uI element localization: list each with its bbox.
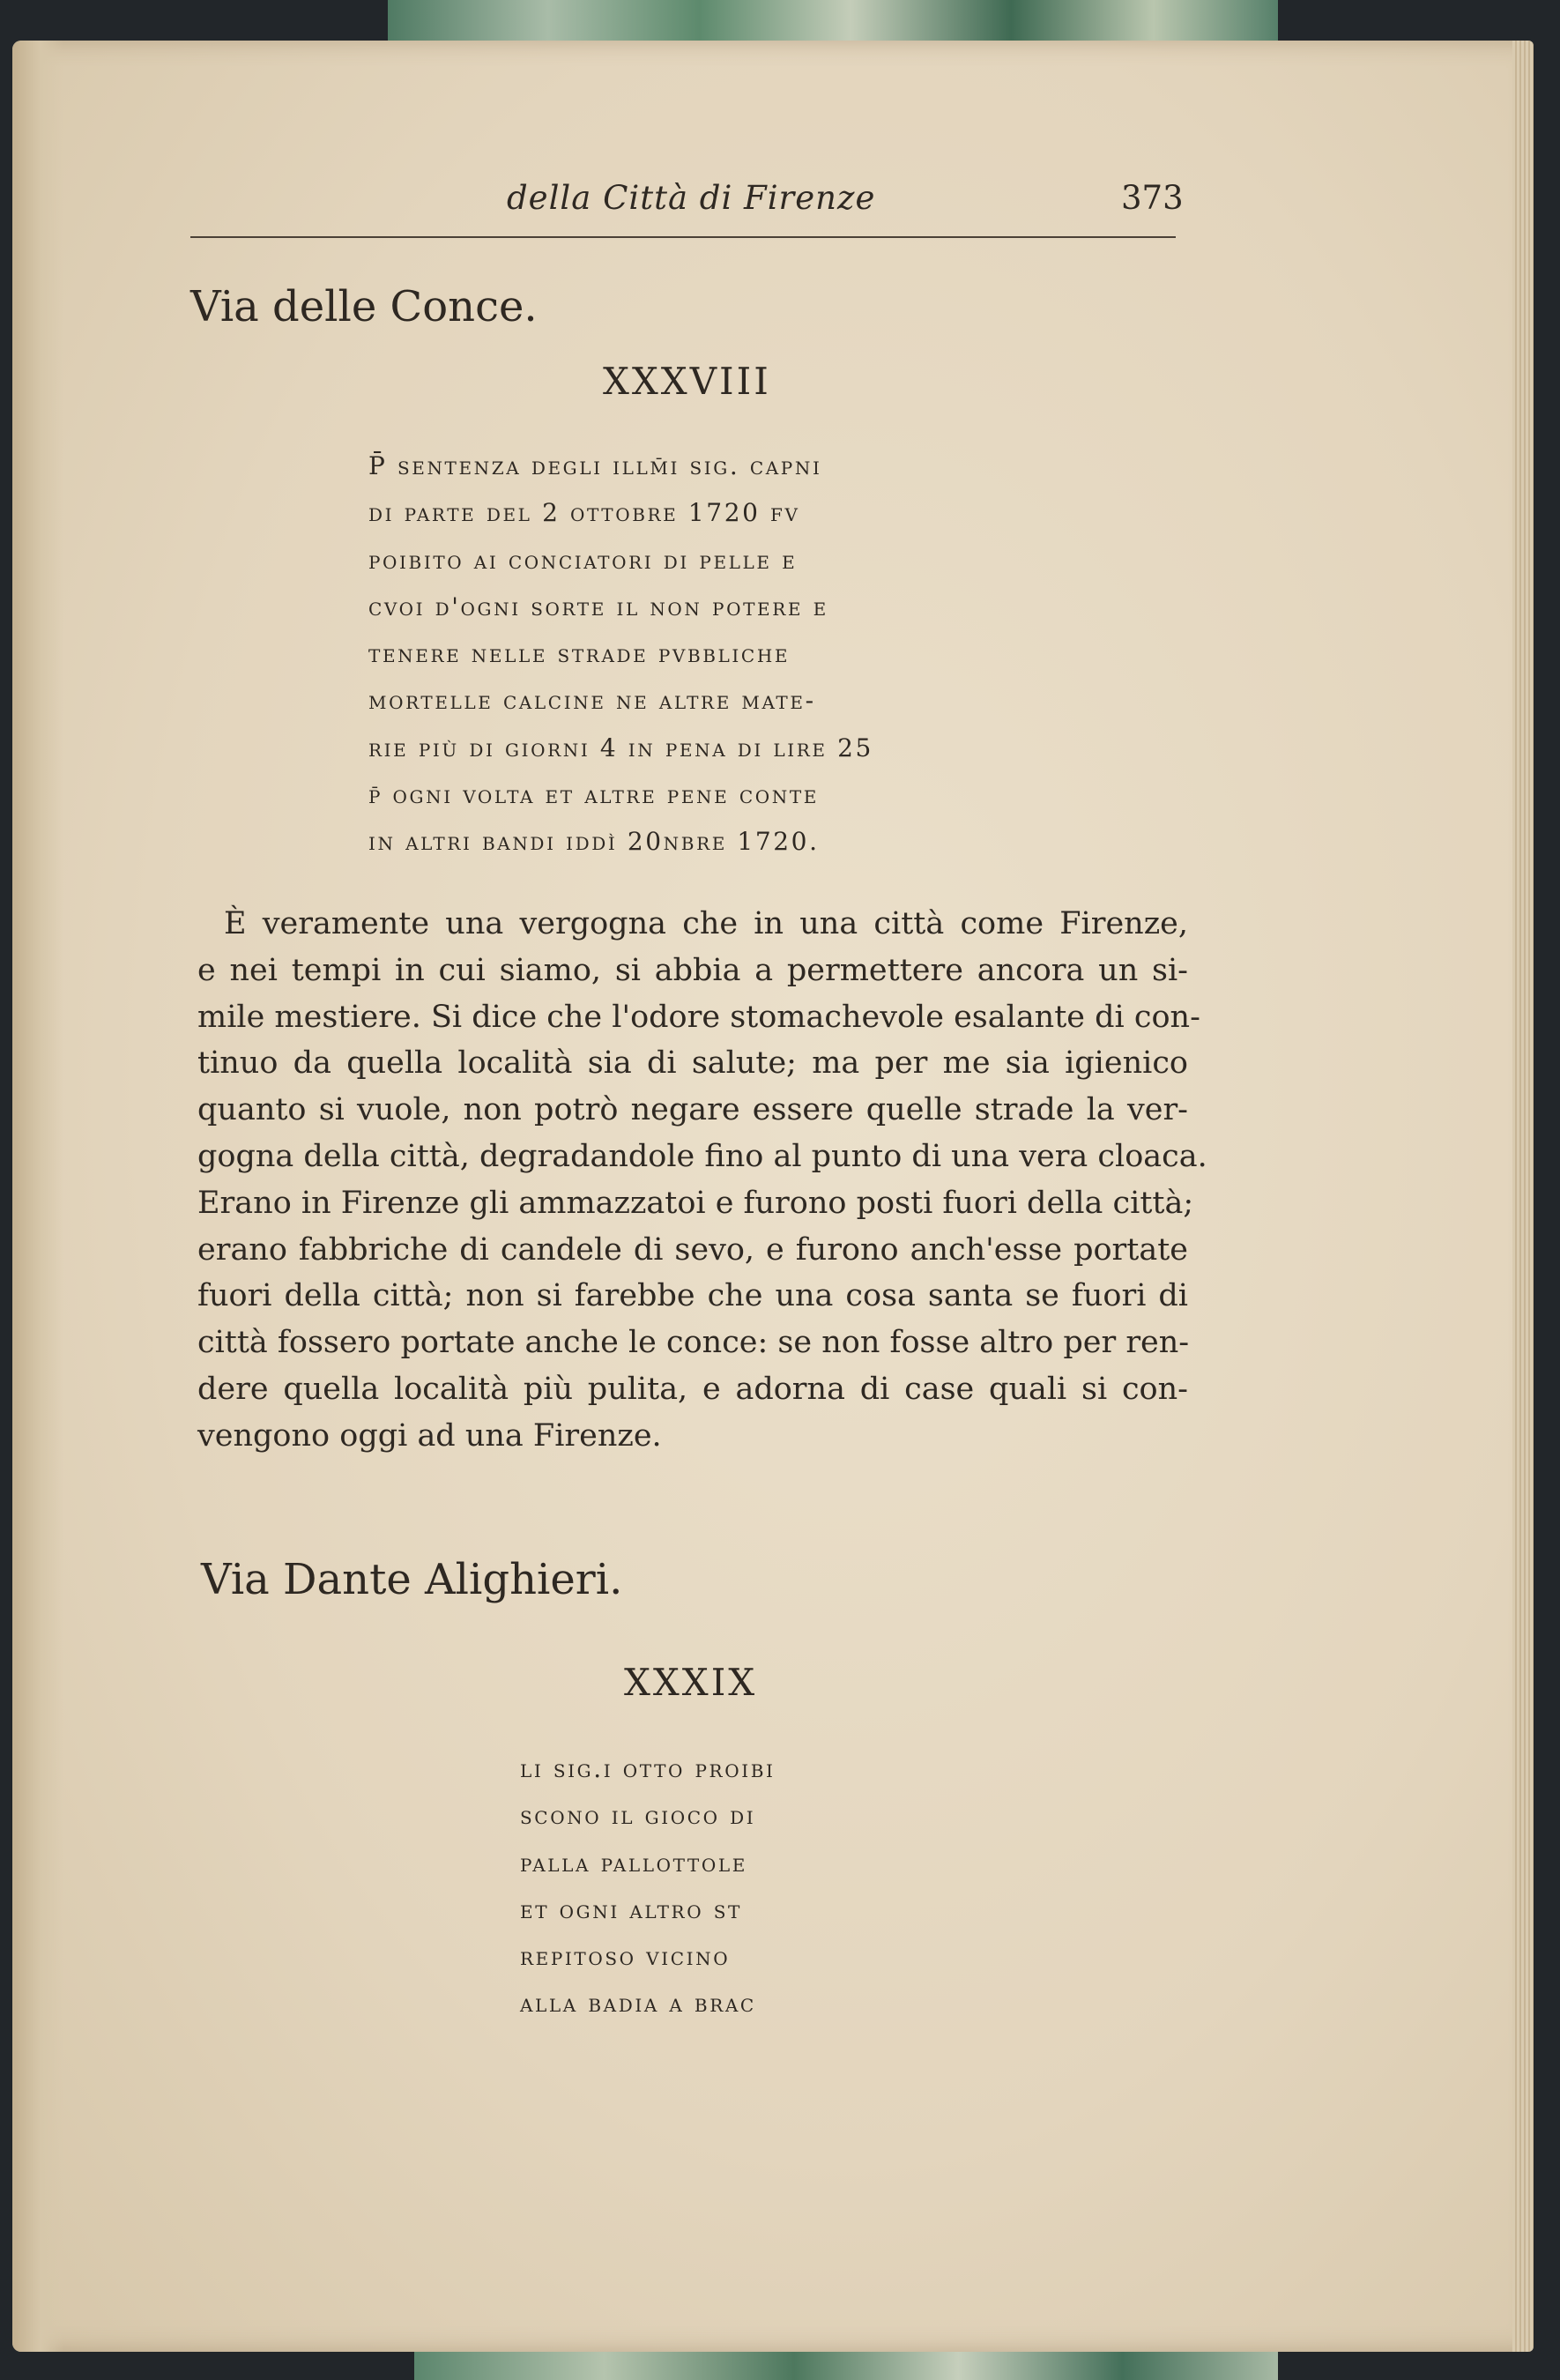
inscription-line: repitoso vicino: [520, 1942, 731, 1972]
inscription-line: P̄ sentenza degli illm̄i sig. capni: [368, 451, 822, 480]
paragraph-line: e nei tempi in cui siamo, si abbia a permettere ancora un si-: [197, 952, 1188, 988]
page-fore-edge: [1512, 41, 1534, 2352]
running-head: della Città di Firenze: [507, 179, 876, 217]
paragraph-line: erano fabbriche di candele di sevo, e furono anch'esse portate: [197, 1231, 1188, 1268]
inscription-line: palla pallottole: [520, 1848, 747, 1878]
inscription-numeral-xxxviii: XXXVIII: [603, 360, 771, 403]
inscription-line: tenere nelle strade pvbbliche: [368, 639, 791, 669]
paragraph-line: città fossero portate anche le conce: se non fosse altro per ren-: [197, 1325, 1190, 1361]
inscription-line: et ogni altro st: [520, 1894, 742, 1924]
inscription-line: scono il gioco di: [520, 1801, 756, 1831]
inscription-numeral-xxxix: XXXIX: [624, 1661, 758, 1704]
paragraph-line: dere quella località più pulita, e adorna di case quali si con-: [197, 1371, 1188, 1407]
inscription-line: mortelle calcine ne altre mate-: [368, 686, 816, 716]
marbled-endpaper-top: [388, 0, 1278, 46]
paragraph-line: fuori della città; non si farebbe che una cosa santa se fuori di: [197, 1278, 1188, 1314]
inscription-line: in altri bandi iddì 20nbre 1720.: [368, 827, 820, 857]
inscription-line: poibito ai conciatori di pelle e: [368, 545, 798, 575]
inscription-line: di parte del 2 ottobre 1720 fv: [368, 498, 800, 528]
paragraph-line: Erano in Firenze gli ammazzatoi e furono posti fuori della città;: [197, 1185, 1194, 1221]
inscription-line: rie più di giorni 4 in pena di lire 25: [368, 733, 873, 762]
inscription-xxxix: [520, 1745, 776, 2027]
inscription-xxxviii: [368, 443, 873, 866]
section-title-via-dante-alighieri: Via Dante Alighieri.: [201, 1555, 623, 1604]
commentary-paragraph: [197, 901, 1207, 1460]
paragraph-line: quanto si vuole, non potrò negare essere quelle strade la ver-: [197, 1092, 1188, 1128]
page-number: 373: [1121, 179, 1184, 217]
inscription-line: li sig.i otto proibi: [520, 1754, 776, 1783]
inscription-line: p̄ ogni volta et altre pene conte: [368, 780, 819, 810]
inscription-line: cvoi d'ogni sorte il non potere e: [368, 591, 828, 621]
section-title-via-delle-conce: Via delle Conce.: [190, 282, 538, 331]
page-gutter: [12, 41, 63, 2352]
header-rule: [190, 236, 1176, 238]
inscription-line: alla badia a brac: [520, 1989, 756, 2019]
paragraph-line: mile mestiere. Si dice che l'odore stomachevole esalante di con-: [197, 999, 1200, 1035]
paragraph-line: È veramente una vergogna che in una città come Firenze,: [224, 906, 1188, 941]
paragraph-line: vengono oggi ad una Firenze.: [197, 1417, 662, 1454]
paragraph-line: tinuo da quella località sia di salute; ma per me sia igienico: [197, 1045, 1188, 1082]
paragraph-line: gogna della città, degradandole fino al punto di una vera cloaca.: [197, 1138, 1207, 1174]
